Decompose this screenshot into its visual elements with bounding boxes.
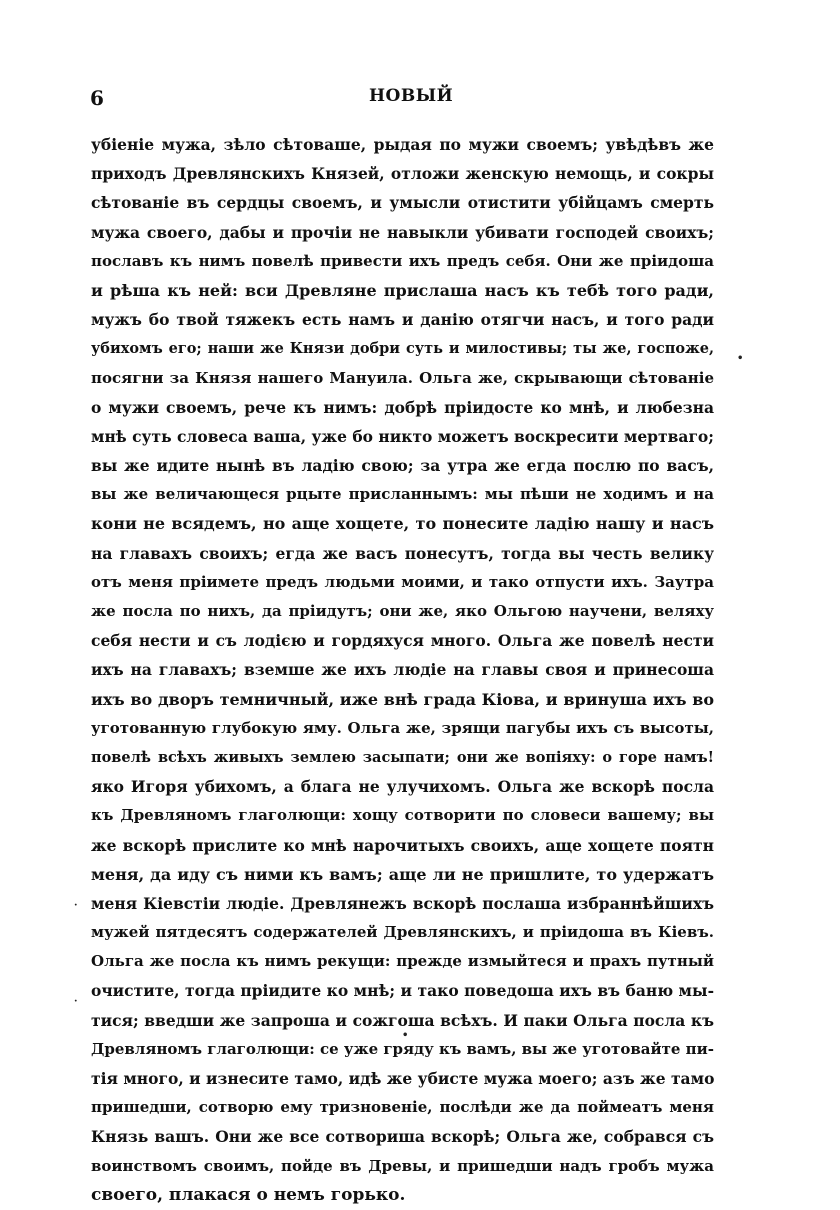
margin-speck: • bbox=[402, 1030, 409, 1041]
text-line: мужей пятдесятъ содержателей Древлянскихъ, и пріидоша въ Кіевъ. bbox=[91, 923, 714, 942]
text-line: пришедши, сотворю ему тризновеніе, послѣди же да поймеатъ меня bbox=[91, 1098, 714, 1117]
text-line: приходъ Древлянскихъ Князей, отложи женскую немощь, и сокры bbox=[91, 164, 714, 184]
text-line: вы же идите нынѣ въ ладію свою; за утра же егда послю по васъ, bbox=[91, 456, 714, 476]
text-line: тія много, и изнесите тамо, идѣ же убисте мужа моего; азъ же тамо bbox=[91, 1069, 714, 1088]
text-line: къ Древляномъ глаголющи: хощу сотворити по словеси вашему; вы bbox=[91, 806, 714, 825]
text-line-last: своего, плакася о немъ горько. bbox=[91, 1184, 406, 1205]
text-line: на главахъ своихъ; егда же васъ понесутъ, тогда вы честь велику bbox=[91, 543, 714, 563]
text-line: мужа своего, дабы и прочіи не навыкли убивати господей своихъ; bbox=[91, 222, 714, 242]
text-line: очистите, тогда пріидите ко мнѣ; и тако поведоша ихъ въ баню мы- bbox=[91, 981, 714, 1001]
text-line: повелѣ всѣхъ живыхъ землею засыпати; они же вопіяху: о горе намъ! bbox=[91, 748, 714, 766]
text-line: о мужи своемъ, рече къ нимъ: добрѣ пріидосте ко мнѣ, и любезна bbox=[91, 397, 714, 417]
text-line: яко Игоря убихомъ, а блага не улучихомъ. Ольга же вскорѣ посла bbox=[91, 777, 714, 797]
running-head: НОВЫЙ bbox=[369, 86, 454, 106]
page-number: 6 bbox=[90, 86, 104, 110]
text-line: воинствомъ своимъ, пойде въ Древы, и пришедши надъ гробъ мужа bbox=[91, 1156, 714, 1175]
text-line: кони не всядемъ, но аще хощете, то понесите ладію нашу и насъ bbox=[91, 514, 714, 534]
margin-speck: · bbox=[74, 996, 78, 1007]
text-line: посягни за Князя нашего Мануила. Ольга же, скрывающи сѣтованіе bbox=[91, 368, 714, 387]
text-line: себя нести и съ лодією и гордяхуся много. Ольга же повелѣ нести bbox=[91, 631, 714, 651]
text-line: ихъ на главахъ; вземше же ихъ людіе на главы своя и принесоша bbox=[91, 660, 714, 680]
text-line: убихомъ его; наши же Князи добри суть и милостивы; ты же, госпоже, bbox=[91, 340, 714, 358]
text-line: вы же величающеся рцыте присланнымъ: мы пѣши не ходимъ и на bbox=[91, 485, 714, 504]
text-line: убіеніе мужа, зѣло сѣтоваше, рыдая по мужи своемъ; увѣдѣвъ же bbox=[91, 135, 714, 154]
text-line: тися; введши же запроша и сожгоша всѣхъ. И паки Ольга посла къ bbox=[91, 1010, 714, 1030]
text-line: сѣтованіе въ сердцы своемъ, и умысли отистити убійцамъ смерть bbox=[91, 193, 714, 213]
text-line: пославъ къ нимъ повелѣ привести ихъ предъ себя. Они же пріидоша bbox=[91, 251, 714, 270]
margin-speck: · bbox=[74, 900, 78, 911]
text-line: мнѣ суть словеса ваша, уже бо никто можетъ воскресити мертваго; bbox=[91, 426, 714, 446]
text-line: и рѣша къ ней: вси Древляне прислаша насъ къ тебѣ того ради, bbox=[91, 280, 714, 300]
text-line: отъ меня пріимете предъ людьми моими, и тако отпусти ихъ. Заутра bbox=[91, 572, 714, 591]
text-line: же вскорѣ прислите ко мнѣ нарочитыхъ своихъ, аще хощете поятн bbox=[91, 835, 714, 855]
text-line: мужъ бо твой тяжекъ есть намъ и данію отягчи насъ, и того ради bbox=[91, 310, 714, 330]
text-line: Князь вашъ. Они же все сотвориша вскорѣ; Ольга же, собрався съ bbox=[91, 1127, 714, 1147]
page-header bbox=[84, 86, 734, 118]
text-line: же посла по нихъ, да пріидутъ; они же, яко Ольгою научени, веляху bbox=[91, 602, 714, 620]
body-text bbox=[91, 130, 714, 1210]
text-line: Древляномъ глаголющи: се уже гряду къ вамъ, вы же уготовайте пи- bbox=[91, 1039, 714, 1058]
margin-speck: • bbox=[737, 353, 744, 364]
text-line: Ольга же посла къ нимъ рекущи: прежде измыйтеся и прахъ путный bbox=[91, 952, 714, 971]
text-line: уготованную глубокую яму. Ольга же, зрящи пагубы ихъ съ высоты, bbox=[91, 718, 714, 737]
text-line: ихъ во дворъ темничный, иже внѣ града Кіова, и вринуша ихъ во bbox=[91, 689, 714, 709]
text-line: меня Кіевстіи людіе. Древлянежъ вскорѣ послаша избраннѣйшихъ bbox=[91, 893, 714, 913]
text-line: меня, да иду съ ними къ вамъ; аще ли не пришлите, то удержатъ bbox=[91, 864, 714, 884]
